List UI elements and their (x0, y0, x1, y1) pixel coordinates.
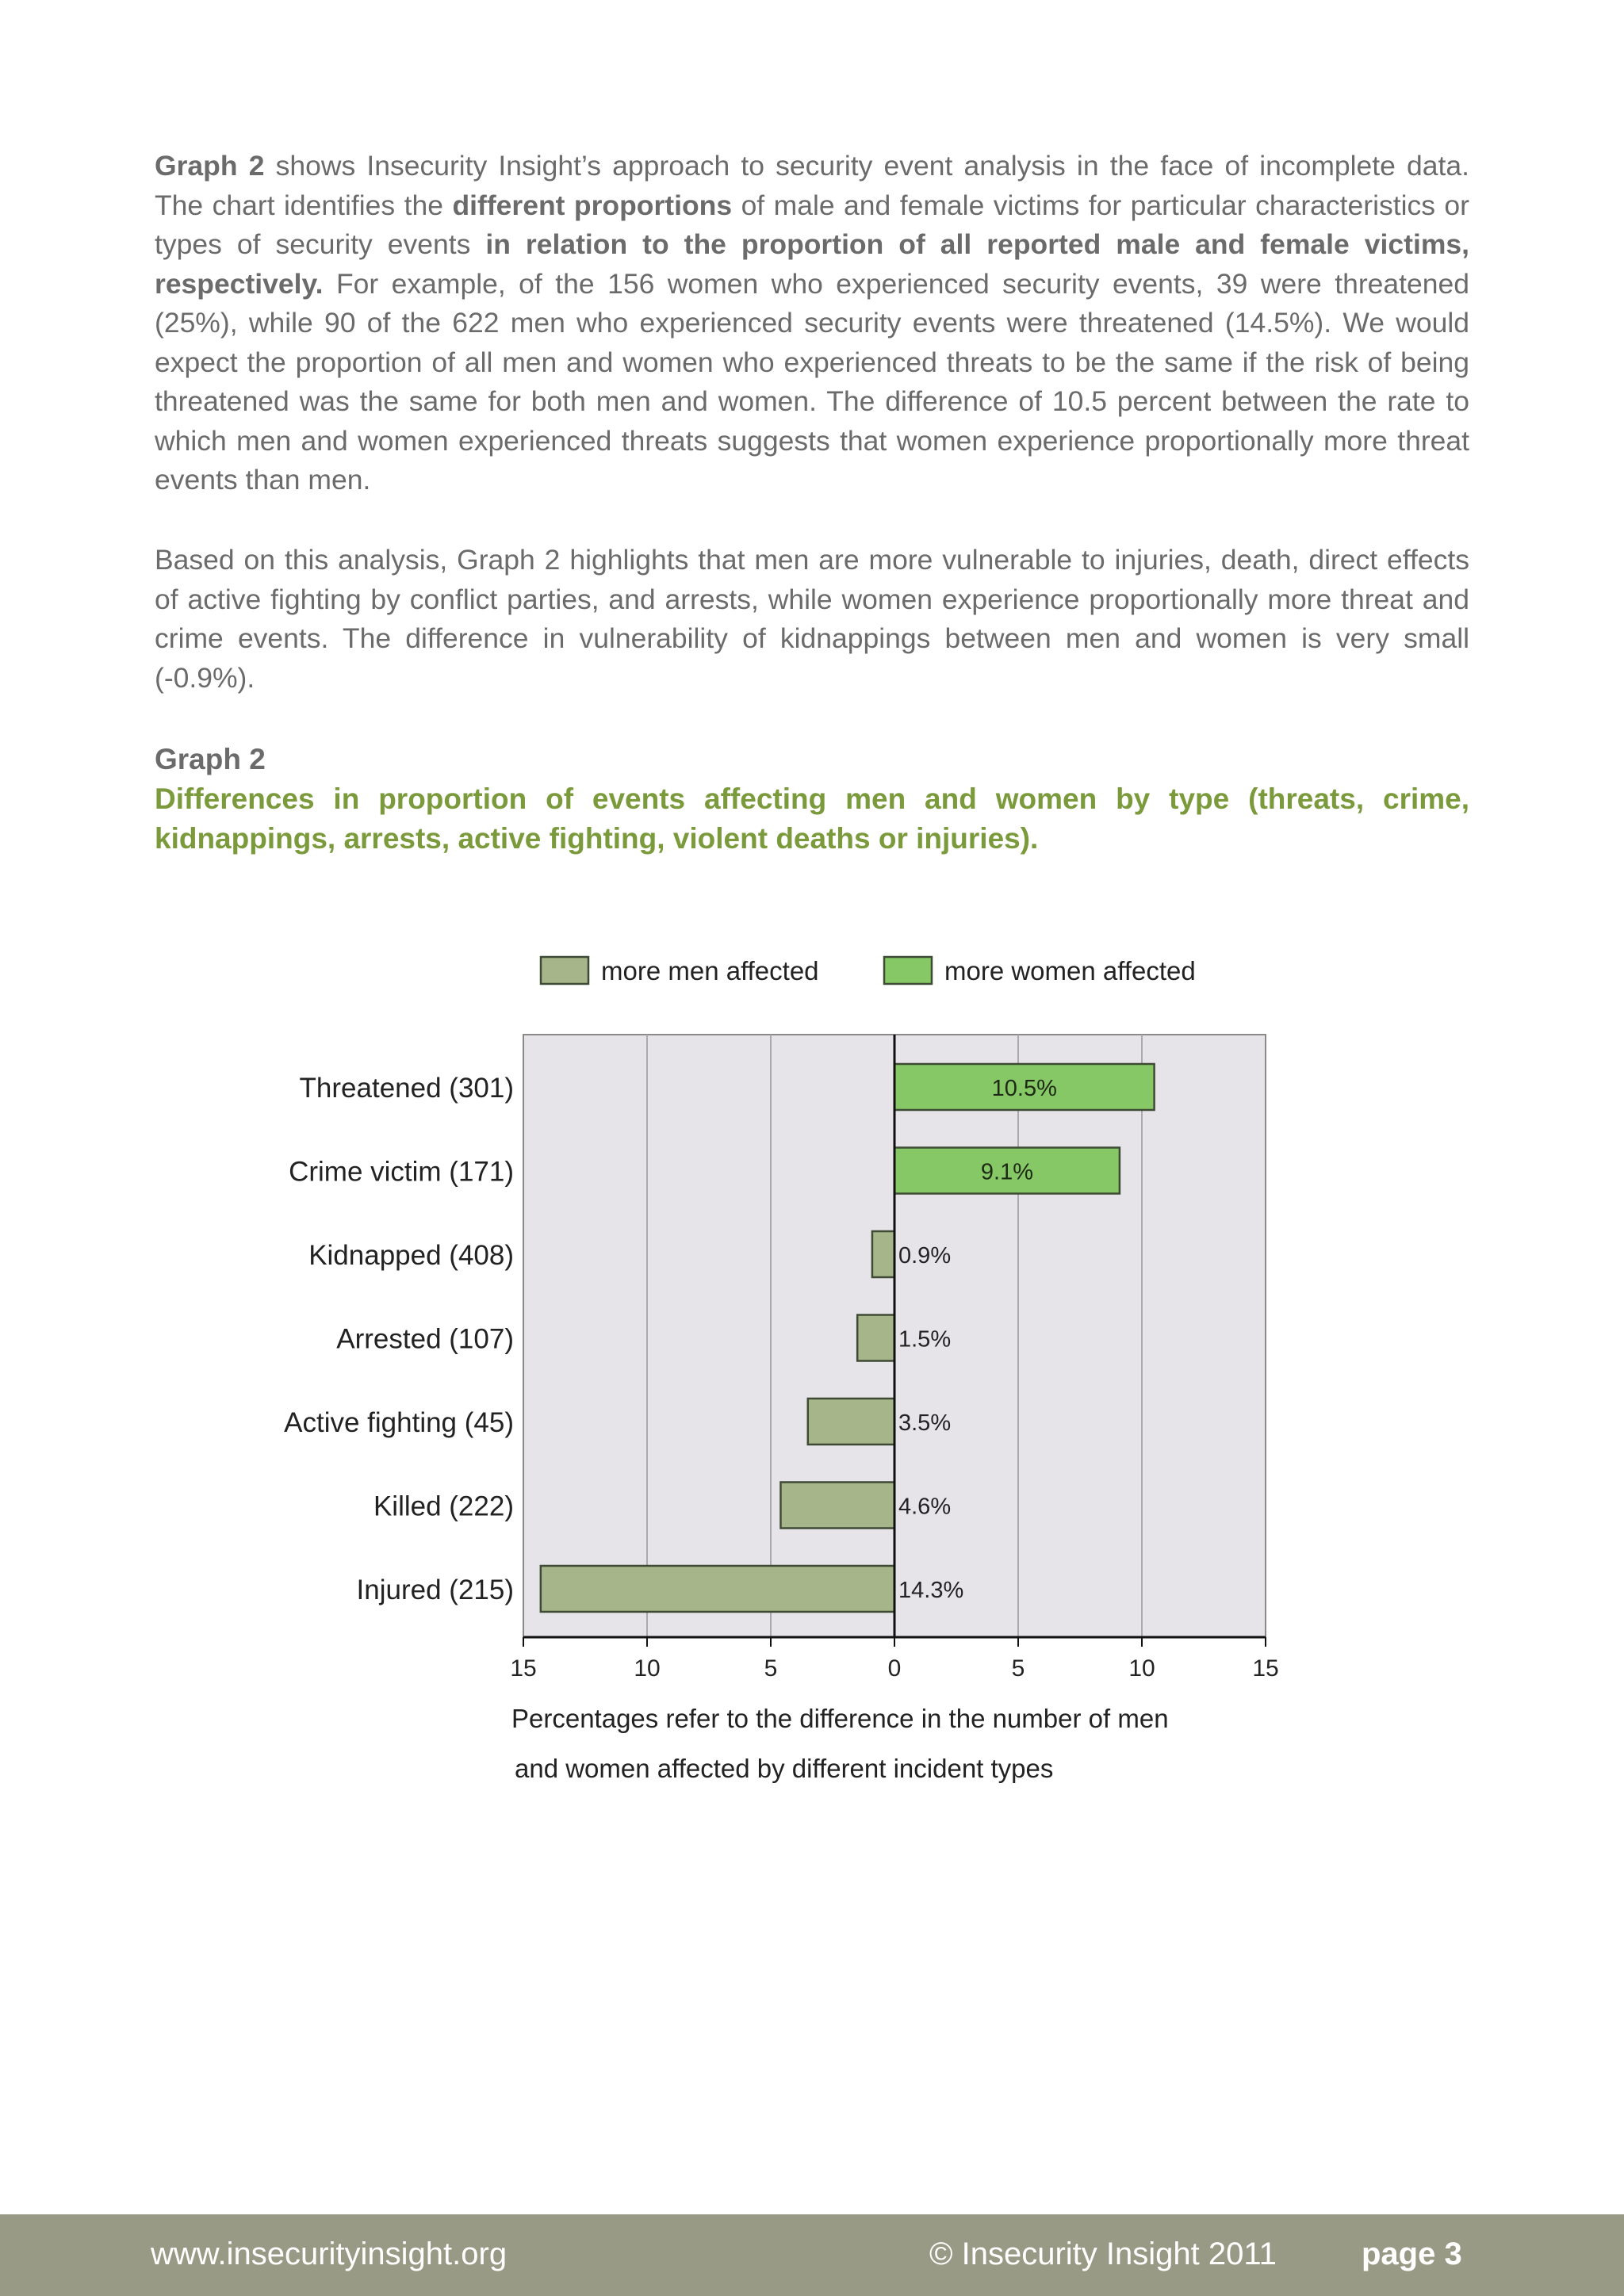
graph-label: Graph 2 (155, 743, 266, 775)
x-tick-label: 5 (764, 1655, 778, 1682)
data-label: 0.9% (898, 1243, 952, 1269)
text-run: of male and female victims for particular characteristics or types of security events (155, 189, 1469, 260)
category-label: Kidnapped (408) (308, 1240, 514, 1271)
category-label: Active fighting (45) (284, 1407, 514, 1438)
category-label: Injured (215) (356, 1575, 514, 1605)
x-tick-label: 5 (1011, 1655, 1025, 1682)
page-footer (0, 2214, 1624, 2296)
bar-men (808, 1399, 894, 1445)
chart-note-line: and women affected by different incident types (515, 1754, 1054, 1783)
legend-swatch (884, 957, 932, 984)
bold-term: different proportions (452, 189, 733, 221)
category-label: Killed (222) (373, 1490, 514, 1522)
footer-page-number: page 3 (1362, 2237, 1462, 2271)
footer-url: www.insecurityinsight.org (151, 2237, 508, 2271)
bar-men (857, 1315, 894, 1361)
bar-men (872, 1231, 894, 1277)
data-label: 3.5% (898, 1410, 952, 1436)
legend-swatch (541, 957, 588, 984)
x-tick-label: 10 (1128, 1655, 1155, 1682)
paragraph-analysis-summary: Based on this analysis, Graph 2 highlights that men are more vulnerable to injuries, death, direct effects of active fighting by conflict parties, and arrests, while women experience proportionally more threat and crime events. The difference in vulnerability of kidnappings between men and women is very small (-0.9%). (155, 544, 1469, 694)
legend-label: more women affected (944, 956, 1196, 985)
category-label: Arrested (107) (336, 1323, 514, 1355)
data-label: 9.1% (980, 1159, 1034, 1185)
data-label: 1.5% (898, 1326, 952, 1353)
footer-copyright: © Insecurity Insight 2011 (929, 2237, 1277, 2271)
data-label: 10.5% (991, 1076, 1057, 1101)
chart-note-line: Percentages refer to the difference in the number of men (511, 1704, 1169, 1733)
legend-label: more men affected (601, 956, 819, 985)
x-tick-label: 0 (887, 1655, 902, 1682)
category-label: Crime victim (171) (289, 1156, 514, 1188)
data-label: 14.3% (898, 1578, 964, 1603)
difference-bar-chart (238, 936, 1348, 1808)
x-tick-label: 15 (1252, 1655, 1279, 1682)
category-label: Threatened (301) (299, 1073, 514, 1104)
x-tick-label: 15 (510, 1655, 537, 1682)
text-run: shows Insecurity Insight’s approach to security event analysis in the face of incomplete data. The chart identifies the (155, 150, 1469, 221)
bar-men (541, 1566, 894, 1612)
bold-term: Graph 2 (155, 150, 265, 182)
graph-title: Differences in proportion of events affecting men and women by type (threats, crime, kidnappings, arrests, active fighting, violent deaths or injuries). (155, 783, 1469, 855)
paragraph-graph-explanation (155, 147, 1469, 500)
x-tick-label: 10 (634, 1655, 661, 1682)
text-run: For example, of the 156 women who experienced security events, 39 were threatened (25%), while 90 of the 622 men who experienced security events were threatened (14.5%). We would expect the proportion of all men and women who experienced threats to be the same if the risk of being threatened was the same for both men and women. The difference of 10.5 percent between the rate to which men and women experienced threats suggests that women experience proportionally more threat events than men. (155, 267, 1469, 496)
data-label: 4.6% (898, 1494, 952, 1520)
bold-term: in relation to the proportion of all reported male and female victims, respectively. (155, 228, 1469, 300)
bar-men (780, 1483, 894, 1529)
